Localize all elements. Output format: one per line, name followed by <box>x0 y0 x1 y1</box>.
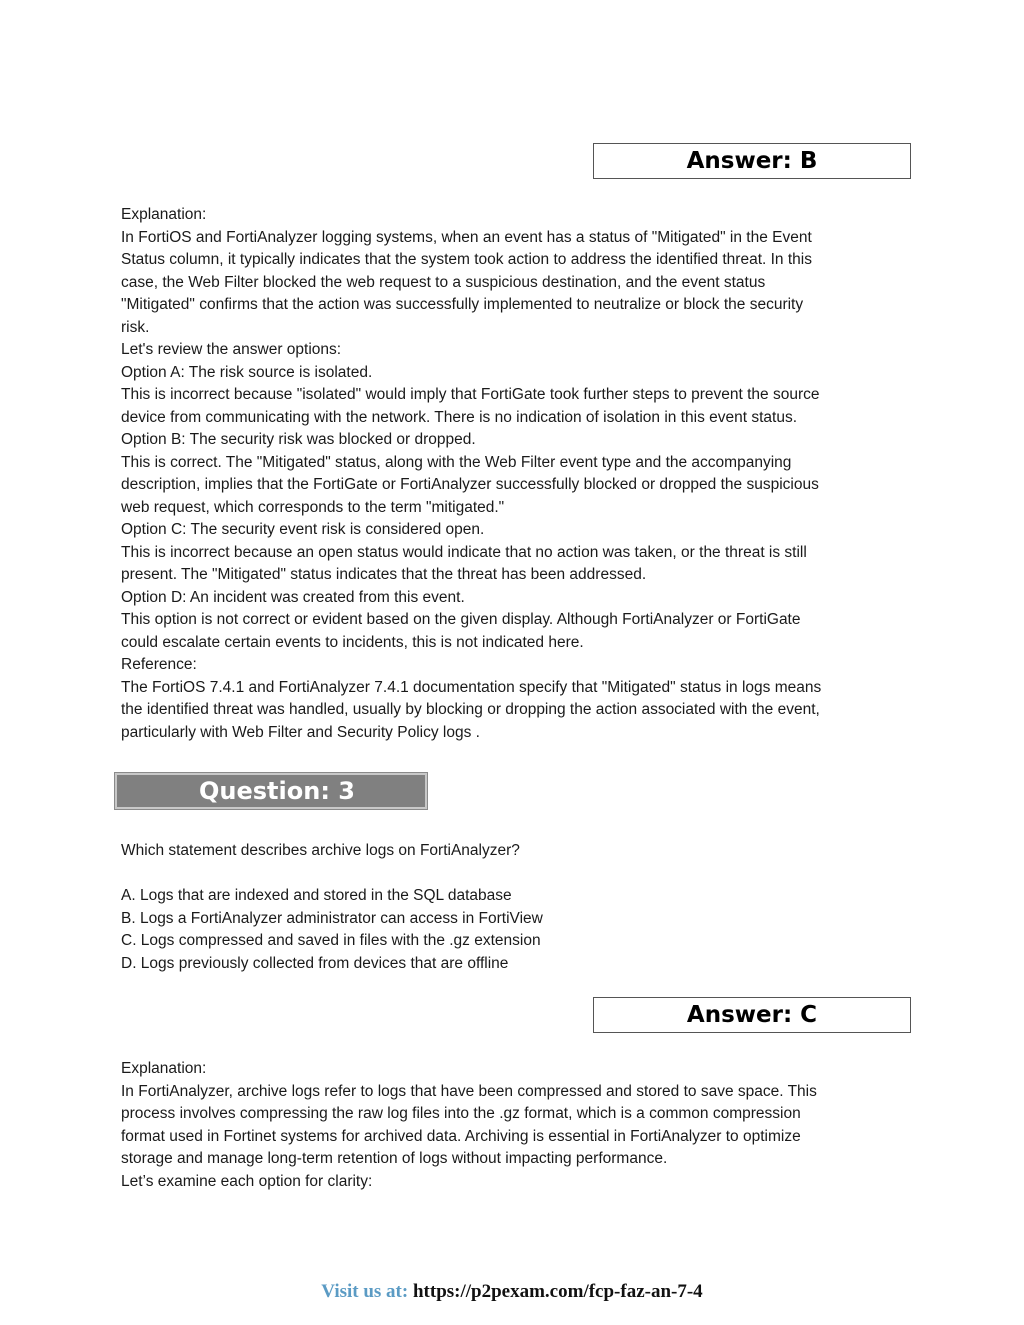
explanation-line: risk. <box>121 318 150 336</box>
explanation-line: particularly with Web Filter and Security Policy logs . <box>121 723 480 741</box>
explanation-line: case, the Web Filter blocked the web request to a suspicious destination, and the event status <box>121 273 766 291</box>
explanation-line: Let’s examine each option for clarity: <box>121 1172 373 1190</box>
explanation-line: Reference: <box>121 656 197 673</box>
explanation-line: Explanation: <box>121 1060 207 1077</box>
explanation-line: This option is not correct or evident based on the given display. Although FortiAnalyzer or FortiGate <box>121 611 801 628</box>
question-text: Which statement describes archive logs on FortiAnalyzer? <box>121 842 520 859</box>
question-3-options <box>121 885 911 975</box>
option-b: B. Logs a FortiAnalyzer administrator can access in FortiView <box>121 909 543 927</box>
explanation-line: This is correct. The "Mitigated" status, along with the Web Filter event type and the accompanying <box>121 453 792 471</box>
explanation-line: Explanation: <box>121 206 207 223</box>
explanation-line: description, implies that the FortiGate or FortiAnalyzer successfully blocked or dropped the suspicious <box>121 476 819 493</box>
footer <box>0 1281 1024 1303</box>
explanation-line: Option B: The security risk was blocked or dropped. <box>121 431 476 448</box>
explanation-line: present. The "Mitigated" status indicates that the threat has been addressed. <box>121 566 647 583</box>
explanation-line: In FortiOS and FortiAnalyzer logging systems, when an event has a status of "Mitigated" in the Event <box>121 228 812 246</box>
explanation-line: device from communicating with the network. There is no indication of isolation in this event status. <box>121 408 798 426</box>
explanation-line: Status column, it typically indicates that the system took action to address the identified threat. In this <box>121 251 812 268</box>
explanation-line: process involves compressing the raw log files into the .gz format, which is a common compression <box>121 1105 801 1122</box>
explanation-line: Option D: An incident was created from this event. <box>121 588 465 606</box>
footer-visit-label: Visit us at: <box>321 1281 409 1302</box>
question-3-prompt <box>121 840 911 863</box>
answer-b-explanation <box>121 204 911 744</box>
explanation-line: format used in Fortinet systems for archived data. Archiving is essential in FortiAnalyzer to optimize <box>121 1127 801 1145</box>
explanation-line: Option A: The risk source is isolated. <box>121 363 373 381</box>
explanation-line: could escalate certain events to incidents, this is not indicated here. <box>121 633 584 651</box>
question-3-label: Question: 3 <box>199 777 355 805</box>
answer-c-label: Answer: C <box>686 1002 818 1028</box>
option-d: D. Logs previously collected from devices that are offline <box>121 954 509 972</box>
explanation-line: Option C: The security event risk is considered open. <box>121 521 485 538</box>
explanation-line: Let's review the answer options: <box>121 341 342 358</box>
answer-b-box <box>593 143 911 179</box>
explanation-line: the identified threat was handled, usually by blocking or dropping the action associated with the event, <box>121 701 820 718</box>
footer-url-link[interactable]: https://p2pexam.com/fcp-faz-an-7-4 <box>412 1281 703 1302</box>
option-c: C. Logs compressed and saved in files with the .gz extension <box>121 932 541 949</box>
answer-c-box <box>593 997 911 1033</box>
option-a: A. Logs that are indexed and stored in the SQL database <box>121 887 512 904</box>
answer-c-explanation <box>121 1058 911 1193</box>
question-3-banner <box>115 773 427 809</box>
explanation-line: In FortiAnalyzer, archive logs refer to logs that have been compressed and stored to save space. This <box>121 1082 817 1100</box>
explanation-line: The FortiOS 7.4.1 and FortiAnalyzer 7.4.1 documentation specify that "Mitigated" status in logs means <box>121 678 822 696</box>
explanation-line: web request, which corresponds to the term "mitigated." <box>121 498 505 516</box>
explanation-line: This is incorrect because "isolated" would imply that FortiGate took further steps to prevent the source <box>121 386 820 403</box>
explanation-line: "Mitigated" confirms that the action was successfully implemented to neutralize or block the security <box>121 296 804 313</box>
answer-b-label: Answer: B <box>686 148 818 174</box>
explanation-line: storage and manage long-term retention of logs without impacting performance. <box>121 1150 668 1167</box>
explanation-line: This is incorrect because an open status would indicate that no action was taken, or the threat is still <box>121 543 807 561</box>
